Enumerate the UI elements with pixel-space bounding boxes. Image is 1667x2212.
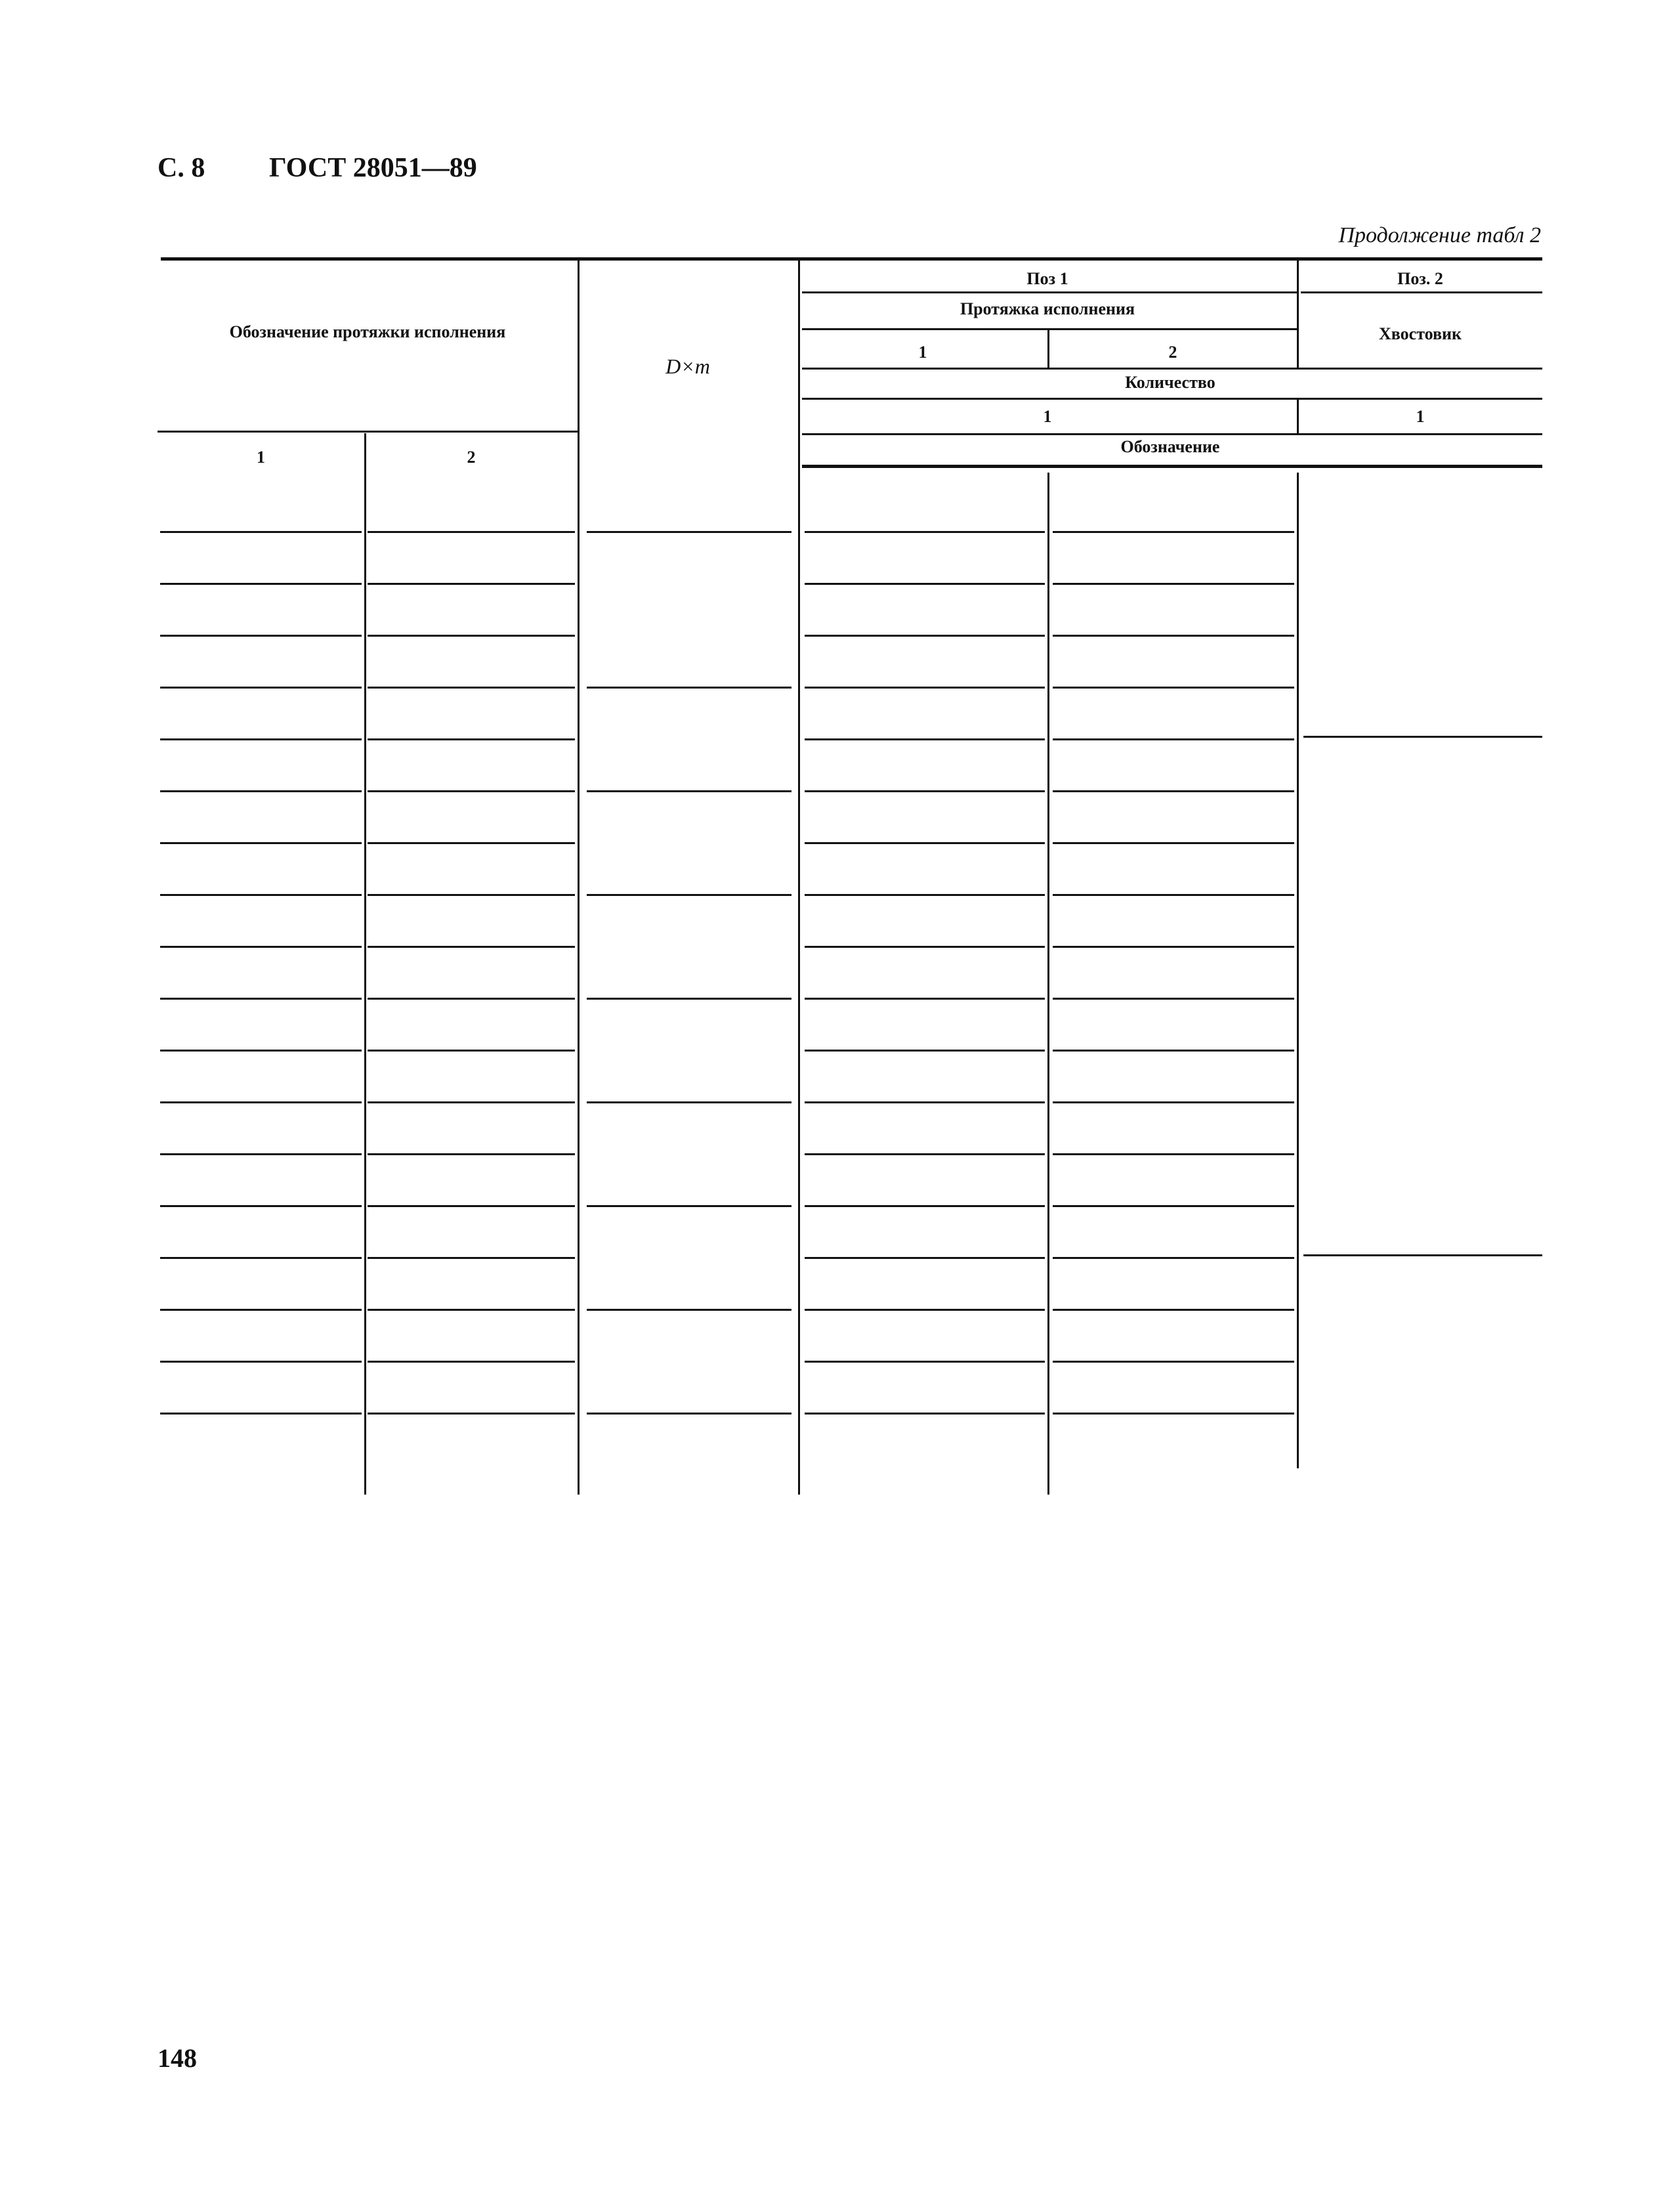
row-rule <box>160 1361 362 1363</box>
rule <box>802 465 1542 468</box>
row-rule <box>160 946 362 948</box>
row-rule <box>368 1361 575 1363</box>
row-rule <box>587 687 791 689</box>
row-rule <box>160 790 362 792</box>
row-rule <box>1053 1101 1294 1103</box>
row-rule <box>1053 1050 1294 1052</box>
row-rule <box>805 1205 1045 1207</box>
row-rule <box>1053 738 1294 740</box>
row-rule <box>368 790 575 792</box>
row-rule <box>160 1101 362 1103</box>
row-rule <box>587 1413 791 1414</box>
table-top-rule <box>161 257 1542 261</box>
col-dxm-header: D×m <box>665 354 710 378</box>
row-rule <box>160 1205 362 1207</box>
row-rule <box>1053 790 1294 792</box>
row-rule <box>1053 894 1294 896</box>
broach-version-2: 2 <box>1168 343 1177 362</box>
row-rule <box>368 1101 575 1103</box>
row-rule <box>368 531 575 533</box>
row-rule <box>368 635 575 637</box>
row-rule <box>1053 1257 1294 1259</box>
column-rule <box>364 433 366 1495</box>
column-rule <box>1297 260 1299 369</box>
row-rule <box>160 583 362 585</box>
row-rule <box>160 531 362 533</box>
row-rule <box>1053 1309 1294 1311</box>
row-rule <box>805 946 1045 948</box>
row-rule <box>805 1309 1045 1311</box>
page-number: 148 <box>158 2043 197 2073</box>
row-rule <box>160 1309 362 1311</box>
column-rule <box>1047 473 1049 1495</box>
row-rule <box>1053 1153 1294 1155</box>
row-rule <box>1053 998 1294 1000</box>
column-rule <box>1047 328 1049 368</box>
row-rule <box>587 1205 791 1207</box>
row-rule <box>1053 1205 1294 1207</box>
row-rule <box>160 738 362 740</box>
row-rule <box>805 1361 1045 1363</box>
row-rule <box>368 894 575 896</box>
col-sub1-header: 1 <box>257 448 265 467</box>
row-rule <box>368 1309 575 1311</box>
row-rule <box>805 1257 1045 1259</box>
column-rule <box>1297 473 1299 1468</box>
row-rule <box>1053 1361 1294 1363</box>
column-rule <box>578 260 580 1495</box>
pos1-header: Поз 1 <box>1026 269 1068 288</box>
col-designation-header: Обозначение протяжки исполнения <box>229 322 506 341</box>
row-rule <box>805 1050 1045 1052</box>
row-rule <box>160 1257 362 1259</box>
column-rule <box>798 260 800 1495</box>
rule <box>1301 291 1542 293</box>
row-rule <box>805 894 1045 896</box>
row-rule <box>368 1205 575 1207</box>
row-rule <box>805 1153 1045 1155</box>
shank-header: Хвостовик <box>1379 324 1462 343</box>
row-rule <box>1053 1413 1294 1414</box>
page-label: С. 8 <box>158 153 205 183</box>
row-rule <box>160 687 362 689</box>
row-rule <box>1053 635 1294 637</box>
row-rule <box>368 1050 575 1052</box>
row-rule <box>587 790 791 792</box>
row-rule <box>1303 736 1542 738</box>
rule <box>802 398 1542 400</box>
row-rule <box>368 998 575 1000</box>
row-rule <box>160 1050 362 1052</box>
rule <box>802 433 1542 435</box>
row-rule <box>805 1413 1045 1414</box>
pos2-header: Поз. 2 <box>1397 269 1443 288</box>
col-sub2-header: 2 <box>467 448 476 467</box>
row-rule <box>368 583 575 585</box>
document-code: ГОСТ 28051—89 <box>269 153 477 183</box>
designation-header: Обозначение <box>1120 437 1220 456</box>
row-rule <box>1053 687 1294 689</box>
row-rule <box>805 583 1045 585</box>
row-rule <box>160 998 362 1000</box>
row-rule <box>1303 1254 1542 1256</box>
row-rule <box>368 1257 575 1259</box>
quantity-broach: 1 <box>1043 407 1052 426</box>
row-rule <box>368 1153 575 1155</box>
row-rule <box>160 1153 362 1155</box>
row-rule <box>805 531 1045 533</box>
column-rule <box>1297 398 1299 433</box>
row-rule <box>368 738 575 740</box>
row-rule <box>805 790 1045 792</box>
quantity-header: Количество <box>1125 373 1215 392</box>
row-rule <box>587 1309 791 1311</box>
row-rule <box>805 1101 1045 1103</box>
row-rule <box>1053 583 1294 585</box>
row-rule <box>587 1101 791 1103</box>
row-rule <box>1053 842 1294 844</box>
rule <box>158 431 578 433</box>
table-continuation-caption: Продолжение табл 2 <box>1338 223 1541 247</box>
broach-version-1: 1 <box>918 343 927 362</box>
rule <box>802 328 1297 330</box>
row-rule <box>805 635 1045 637</box>
rule <box>802 368 1542 370</box>
row-rule <box>1053 531 1294 533</box>
row-rule <box>160 842 362 844</box>
row-rule <box>805 738 1045 740</box>
row-rule <box>160 1413 362 1414</box>
row-rule <box>587 998 791 1000</box>
row-rule <box>368 946 575 948</box>
row-rule <box>587 894 791 896</box>
row-rule <box>160 894 362 896</box>
row-rule <box>805 998 1045 1000</box>
quantity-shank: 1 <box>1416 407 1425 426</box>
broach-version-header: Протяжка исполнения <box>960 299 1135 318</box>
row-rule <box>160 635 362 637</box>
row-rule <box>368 687 575 689</box>
row-rule <box>805 842 1045 844</box>
rule <box>802 291 1297 293</box>
row-rule <box>368 842 575 844</box>
row-rule <box>368 1413 575 1414</box>
row-rule <box>587 531 791 533</box>
row-rule <box>1053 946 1294 948</box>
row-rule <box>805 687 1045 689</box>
